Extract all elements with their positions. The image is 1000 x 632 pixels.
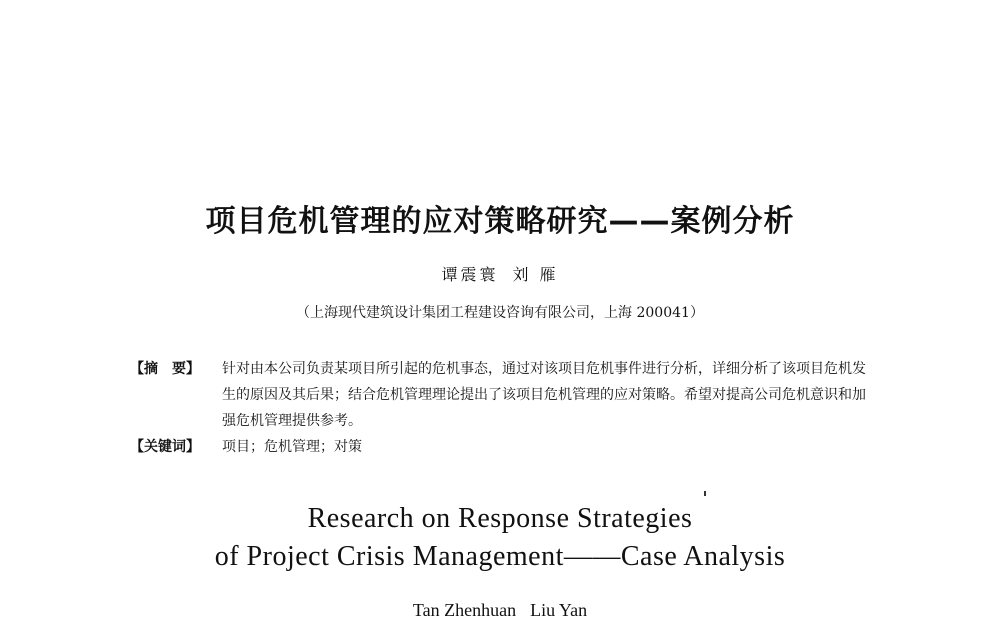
abstract-text: 针对由本公司负责某项目所引起的危机事态，通过对该项目危机事件进行分析，详细分析了该项目危机发生的原因及其后果；结合危机管理理论提出了该项目危机管理的应对策略。希望对提高公司危机意识和加强危机管理提供参考。: [222, 361, 866, 429]
keywords-label: 【关键词】: [130, 439, 200, 455]
keywords-row: [130, 434, 870, 460]
abstract-label: 【摘 要】: [130, 361, 200, 377]
abstract-block: [130, 356, 870, 460]
title-chinese: 项目危机管理的应对策略研究——案例分析: [205, 204, 795, 239]
affiliation-chinese: （上海现代建筑设计集团工程建设咨询有限公司，上海 200041）: [296, 305, 704, 321]
authors-chinese: [0, 262, 1000, 285]
author-1: 谭震寰: [441, 265, 499, 284]
author-en-2: Liu Yan: [530, 600, 588, 620]
title-english-line-2: of Project Crisis Management——Case Analysis: [214, 541, 786, 572]
keywords-text: 项目；危机管理；对策: [222, 439, 362, 455]
title-english-line-1: Research on Response Strategies: [307, 503, 693, 534]
title-english: [0, 500, 1000, 576]
author-2: 刘 雁: [512, 265, 559, 284]
author-en-1: Tan Zhenhuan: [412, 600, 517, 620]
abstract-row: [130, 356, 870, 434]
scan-speck: [704, 491, 706, 496]
authors-english: [0, 600, 1000, 621]
